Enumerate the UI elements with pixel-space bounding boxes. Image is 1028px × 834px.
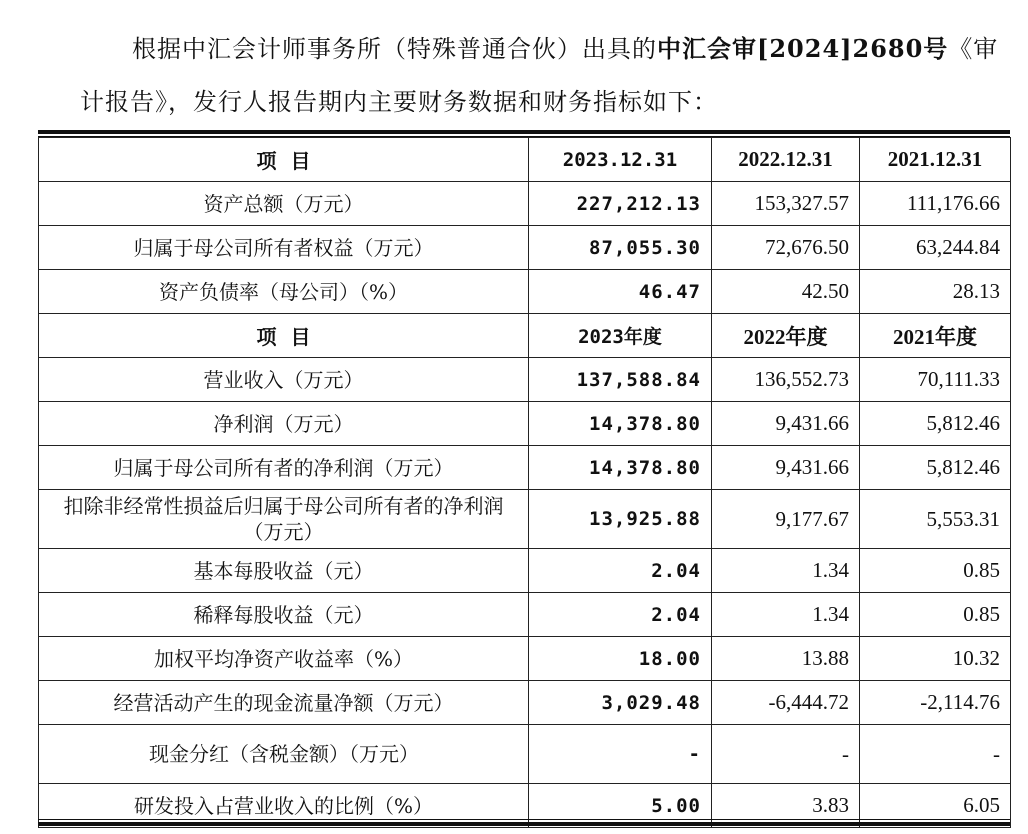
row-label: 经营活动产生的现金流量净额（万元） xyxy=(39,681,529,725)
value-2023: 14,378.80 xyxy=(529,446,712,490)
value-2021: 63,244.84 xyxy=(860,226,1011,270)
table-row xyxy=(39,681,1011,725)
value-2023: - xyxy=(529,725,712,784)
row-label: 净利润（万元） xyxy=(39,402,529,446)
intro-text-suffix: 《审 xyxy=(948,35,999,63)
value-2021: 70,111.33 xyxy=(860,358,1011,402)
header-2023: 2023年度 xyxy=(529,314,712,358)
table-row xyxy=(39,784,1011,828)
header-2023: 2023.12.31 xyxy=(529,138,712,182)
intro-text-prefix: 根据中汇会计师事务所（特殊普通合伙）出具的 xyxy=(132,35,657,63)
value-2021: 0.85 xyxy=(860,549,1011,593)
table-row xyxy=(39,226,1011,270)
header-2022: 2022.12.31 xyxy=(712,138,860,182)
row-label: 资产负债率（母公司）（%） xyxy=(39,270,529,314)
value-2023: 2.04 xyxy=(529,593,712,637)
value-2021: 5,812.46 xyxy=(860,446,1011,490)
value-2023: 5.00 xyxy=(529,784,712,828)
row-label: 营业收入（万元） xyxy=(39,358,529,402)
row-label: 扣除非经常性损益后归属于母公司所有者的净利润（万元） xyxy=(39,490,529,549)
header-item: 项 目 xyxy=(39,314,529,358)
value-2022: 3.83 xyxy=(712,784,860,828)
value-2021: 111,176.66 xyxy=(860,182,1011,226)
table-row xyxy=(39,182,1011,226)
value-2022: 136,552.73 xyxy=(712,358,860,402)
value-2022: 42.50 xyxy=(712,270,860,314)
value-2021: 5,553.31 xyxy=(860,490,1011,549)
table-row xyxy=(39,358,1011,402)
value-2022: 9,177.67 xyxy=(712,490,860,549)
value-2023: 87,055.30 xyxy=(529,226,712,270)
value-2022: 9,431.66 xyxy=(712,402,860,446)
value-2021: - xyxy=(860,725,1011,784)
value-2021: 6.05 xyxy=(860,784,1011,828)
table-row xyxy=(39,490,1011,549)
table-header-balance xyxy=(39,138,1011,182)
value-2022: 13.88 xyxy=(712,637,860,681)
intro-line-2: 计报告》，发行人报告期内主要财务数据和财务指标如下： xyxy=(80,88,718,116)
financial-data-table xyxy=(38,137,1011,828)
value-2022: 1.34 xyxy=(712,549,860,593)
header-item: 项 目 xyxy=(39,138,529,182)
header-2021: 2021年度 xyxy=(860,314,1011,358)
row-label: 稀释每股收益（元） xyxy=(39,593,529,637)
value-2023: 13,925.88 xyxy=(529,490,712,549)
value-2023: 46.47 xyxy=(529,270,712,314)
table-row xyxy=(39,637,1011,681)
row-label: 基本每股收益（元） xyxy=(39,549,529,593)
table-row xyxy=(39,593,1011,637)
header-2021: 2021.12.31 xyxy=(860,138,1011,182)
audit-report-number: 中汇会审[2024]2680号 xyxy=(657,34,949,63)
intro-paragraph xyxy=(80,22,999,129)
value-2022: 9,431.66 xyxy=(712,446,860,490)
value-2021: 5,812.46 xyxy=(860,402,1011,446)
value-2023: 14,378.80 xyxy=(529,402,712,446)
intro-line-1 xyxy=(80,22,999,76)
table-header-income xyxy=(39,314,1011,358)
value-2021: -2,114.76 xyxy=(860,681,1011,725)
row-label: 归属于母公司所有者的净利润（万元） xyxy=(39,446,529,490)
value-2023: 3,029.48 xyxy=(529,681,712,725)
table-row xyxy=(39,402,1011,446)
value-2021: 10.32 xyxy=(860,637,1011,681)
value-2022: 1.34 xyxy=(712,593,860,637)
value-2023: 137,588.84 xyxy=(529,358,712,402)
row-label: 研发投入占营业收入的比例（%） xyxy=(39,784,529,828)
value-2021: 0.85 xyxy=(860,593,1011,637)
row-label: 现金分红（含税金额）（万元） xyxy=(39,725,529,784)
value-2023: 2.04 xyxy=(529,549,712,593)
table-row xyxy=(39,725,1011,784)
value-2022: - xyxy=(712,725,860,784)
table-row xyxy=(39,549,1011,593)
table-bottom-rule-thin xyxy=(38,819,1010,820)
value-2022: -6,444.72 xyxy=(712,681,860,725)
table-row xyxy=(39,446,1011,490)
value-2023: 18.00 xyxy=(529,637,712,681)
value-2022: 153,327.57 xyxy=(712,182,860,226)
table-bottom-rule xyxy=(38,822,1010,826)
value-2023: 227,212.13 xyxy=(529,182,712,226)
row-label: 资产总额（万元） xyxy=(39,182,529,226)
table-top-rule xyxy=(38,130,1010,134)
value-2021: 28.13 xyxy=(860,270,1011,314)
header-2022: 2022年度 xyxy=(712,314,860,358)
value-2022: 72,676.50 xyxy=(712,226,860,270)
row-label: 加权平均净资产收益率（%） xyxy=(39,637,529,681)
table-row xyxy=(39,270,1011,314)
row-label: 归属于母公司所有者权益（万元） xyxy=(39,226,529,270)
